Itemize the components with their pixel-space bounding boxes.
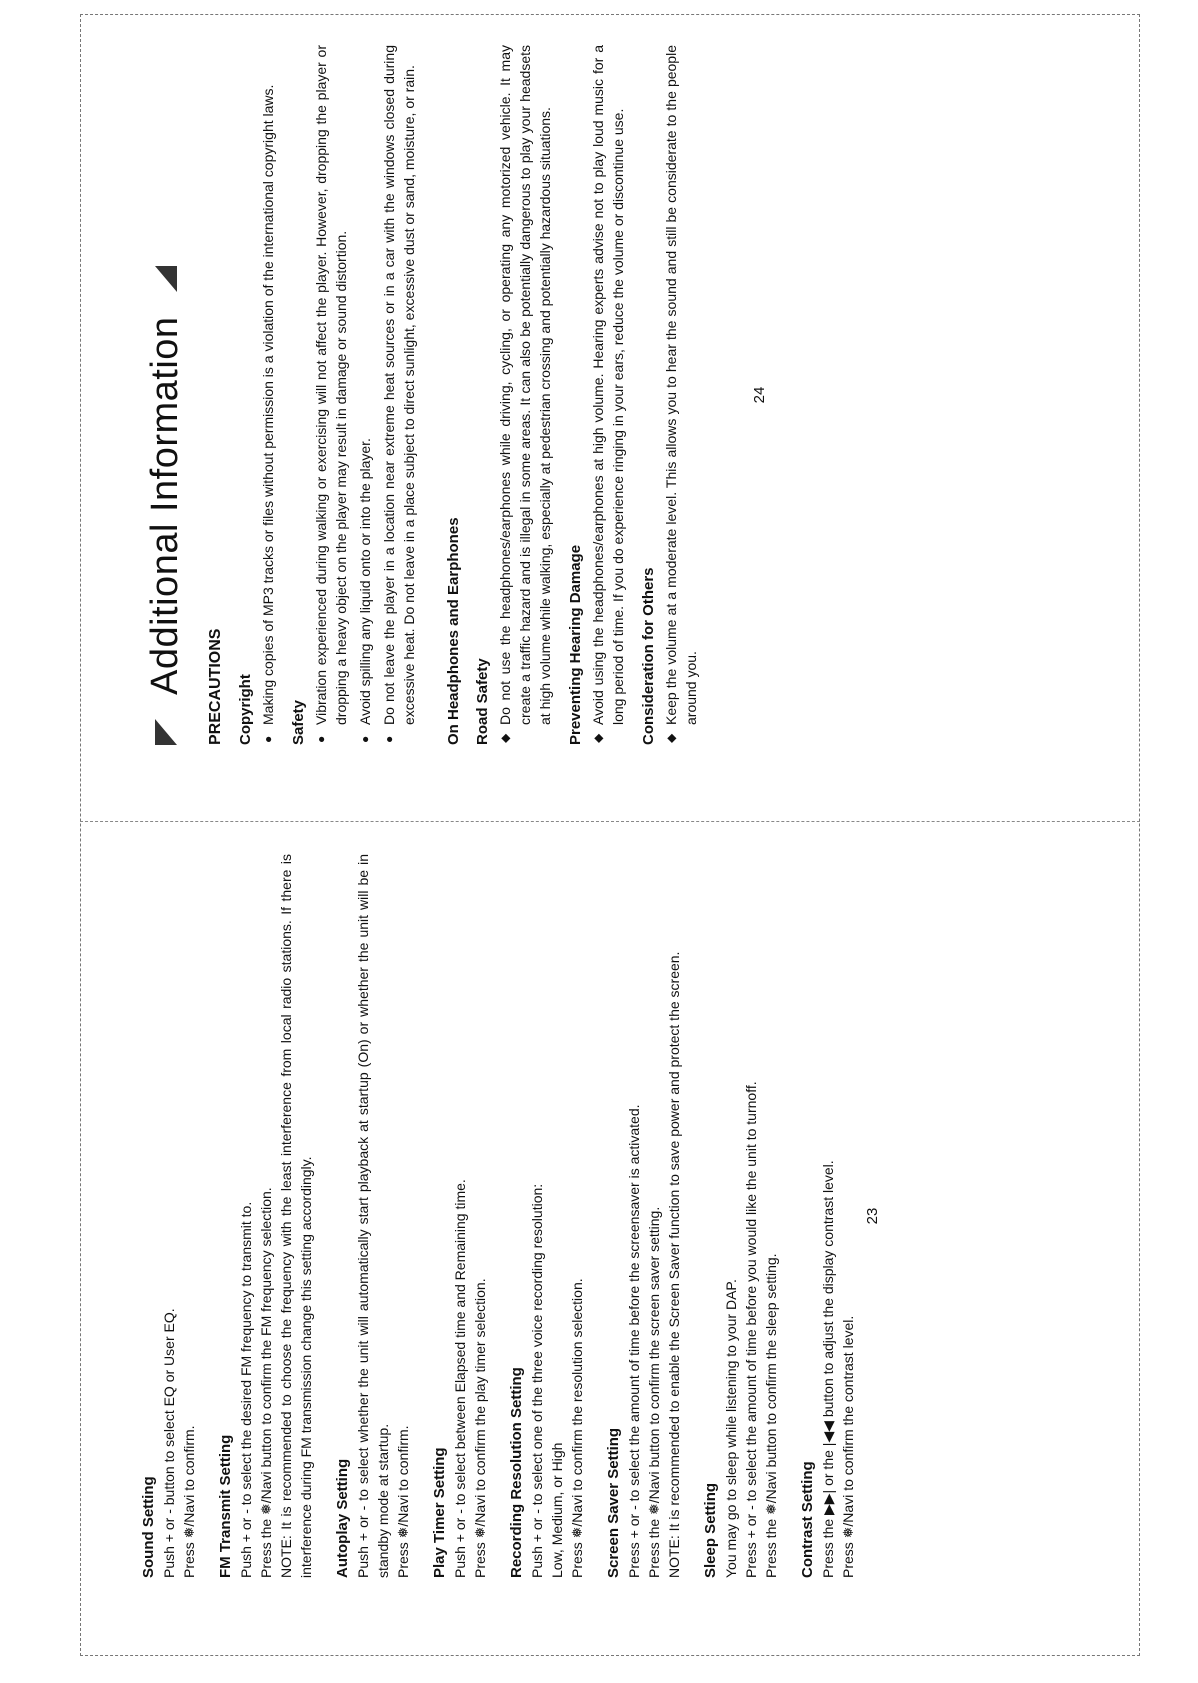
safety-heading: Safety <box>290 699 307 745</box>
section-banner <box>144 45 187 745</box>
hearing-list <box>588 45 628 745</box>
section-line: Press ❅/Navi to confirm the play timer selection. <box>472 1278 488 1578</box>
page-number: 23 <box>864 1207 881 1225</box>
section-title: Autoplay Setting <box>334 1458 351 1578</box>
others-heading: Consideration for Others <box>640 567 657 745</box>
section-line: Press + or - to select the amount of time before you would like the unit to turnoff. <box>743 1081 759 1578</box>
bullet-diamond-icon: ◆ <box>664 733 678 743</box>
section-fm-transmit <box>217 854 316 1578</box>
section-line: You may go to sleep while listening to your DAP. <box>723 1279 739 1578</box>
section-line: Press the ❅/Navi button to confirm the screen saver setting. <box>646 1206 662 1578</box>
section-autoplay <box>334 854 413 1578</box>
bullet-dot-icon: ● <box>382 735 396 743</box>
section-line: Press ❅/Navi to confirm the contrast level. <box>840 1315 856 1578</box>
section-line: Press the ❅/Navi button to confirm the FM frequency selection. <box>258 1187 274 1578</box>
section-screen-saver <box>605 854 684 1578</box>
hearing-heading: Preventing Hearing Damage <box>567 544 584 745</box>
section-title: Sound Setting <box>140 1476 157 1578</box>
section-line: Press ❅/Navi to confirm. <box>181 1425 197 1578</box>
bullet-diamond-icon: ◆ <box>498 733 512 743</box>
section-title: Recording Resolution Setting <box>508 1367 525 1578</box>
section-sound-setting <box>140 854 199 1578</box>
copyright-list <box>258 45 278 745</box>
page-number: 24 <box>751 386 768 404</box>
road-safety-heading: Road Safety <box>474 658 491 745</box>
section-note: NOTE: It is recommended to enable the Screen Saver function to save power and protect the screen. <box>666 951 682 1578</box>
list-item: ● Vibration experienced during walking or exercising will not affect the player. However, dropping the player or dropping a heavy object on the player may result in damage or sound distortion. <box>313 45 349 743</box>
page-23 <box>100 830 1120 1630</box>
copyright-heading: Copyright <box>237 674 254 745</box>
list-item: ◆ Keep the volume at a moderate level. This allows you to hear the sound and still be considerate to the people around you. <box>663 45 699 743</box>
section-line: Push + or - to select the desired FM frequency to transmit to. <box>238 1201 254 1578</box>
section-sleep <box>702 854 781 1578</box>
list-item: ● Avoid spilling any liquid onto or into the player. <box>357 438 373 743</box>
section-contrast <box>799 854 858 1578</box>
section-title: Sleep Setting <box>702 1482 719 1578</box>
bullet-dot-icon: ● <box>358 735 372 743</box>
road-safety-list <box>495 45 555 745</box>
page-24 <box>100 5 1120 805</box>
list-item: ◆ Do not use the headphones/earphones while driving, cycling, or operating any motorized vehicle. It may create a traffic hazard and is illegal in some areas. It can also be potentially dangerous to play your headsets at high volume while walking, especially at pedestrian crossing and potentially hazardous situations. <box>497 45 553 743</box>
bullet-dot-icon: ● <box>261 735 275 743</box>
headphones-heading: On Headphones and Earphones <box>445 517 462 745</box>
list-item: ● Do not leave the player in a location near extreme heat sources or in a car with the windows closed during excessive heat. Do not leave in a place subject to direct sunlight, excessive dust or sand, moisture, or rain. <box>381 45 417 743</box>
section-line: Push + or - to select between Elapsed time and Remaining time. <box>452 1179 468 1578</box>
section-line: Press + or - to select the amount of time before the screensaver is activated. <box>626 1104 642 1578</box>
section-line: Push + or - button to select EQ or User EQ. <box>161 1308 177 1578</box>
bullet-diamond-icon: ◆ <box>591 733 605 743</box>
section-line: Press the ▶▶| or the |◀◀ button to adjust the display contrast level. <box>820 1160 836 1578</box>
section-line: Press the ❅/Navi button to confirm the sleep setting. <box>763 1253 779 1578</box>
section-title: Screen Saver Setting <box>605 1427 622 1578</box>
precautions-heading: PRECAUTIONS <box>207 628 224 745</box>
section-title: Contrast Setting <box>799 1461 816 1578</box>
section-line: Press ❅/Navi to confirm. <box>395 1425 411 1578</box>
bullet-dot-icon: ● <box>314 735 328 743</box>
section-line: Low, Medium, or High <box>549 1442 565 1578</box>
safety-list <box>311 45 419 745</box>
section-line: Push + or - to select whether the unit will automatically start playback at startup (On) or whether the unit will be in standby mode at startup. <box>355 854 391 1578</box>
section-line: Press ❅/Navi to confirm the resolution selection. <box>569 1278 585 1578</box>
section-title: Play Timer Setting <box>431 1447 448 1578</box>
section-play-timer <box>431 854 490 1578</box>
others-list <box>661 45 701 745</box>
page-divider <box>80 821 1140 822</box>
triangle-right-icon <box>155 266 177 292</box>
triangle-left-icon <box>155 719 177 745</box>
section-line: Push + or - to select one of the three voice recording resolution: <box>529 1183 545 1578</box>
section-recording-resolution <box>508 854 587 1578</box>
section-note: NOTE: It is recommended to choose the frequency with the least interference from local radio stations. If there is interference during FM transmission change this setting accordingly. <box>278 854 314 1578</box>
list-item: ◆ Avoid using the headphones/earphones at high volume. Hearing experts advise not to play loud music for a long period of time. If you do experience ringing in your ears, reduce the volume or discontinue use. <box>590 45 626 743</box>
section-title: FM Transmit Setting <box>217 1434 234 1578</box>
list-item: ● Making copies of MP3 tracks or files without permission is a violation of the international copyright laws. <box>260 84 276 743</box>
banner-title: Additional Information <box>144 316 186 695</box>
